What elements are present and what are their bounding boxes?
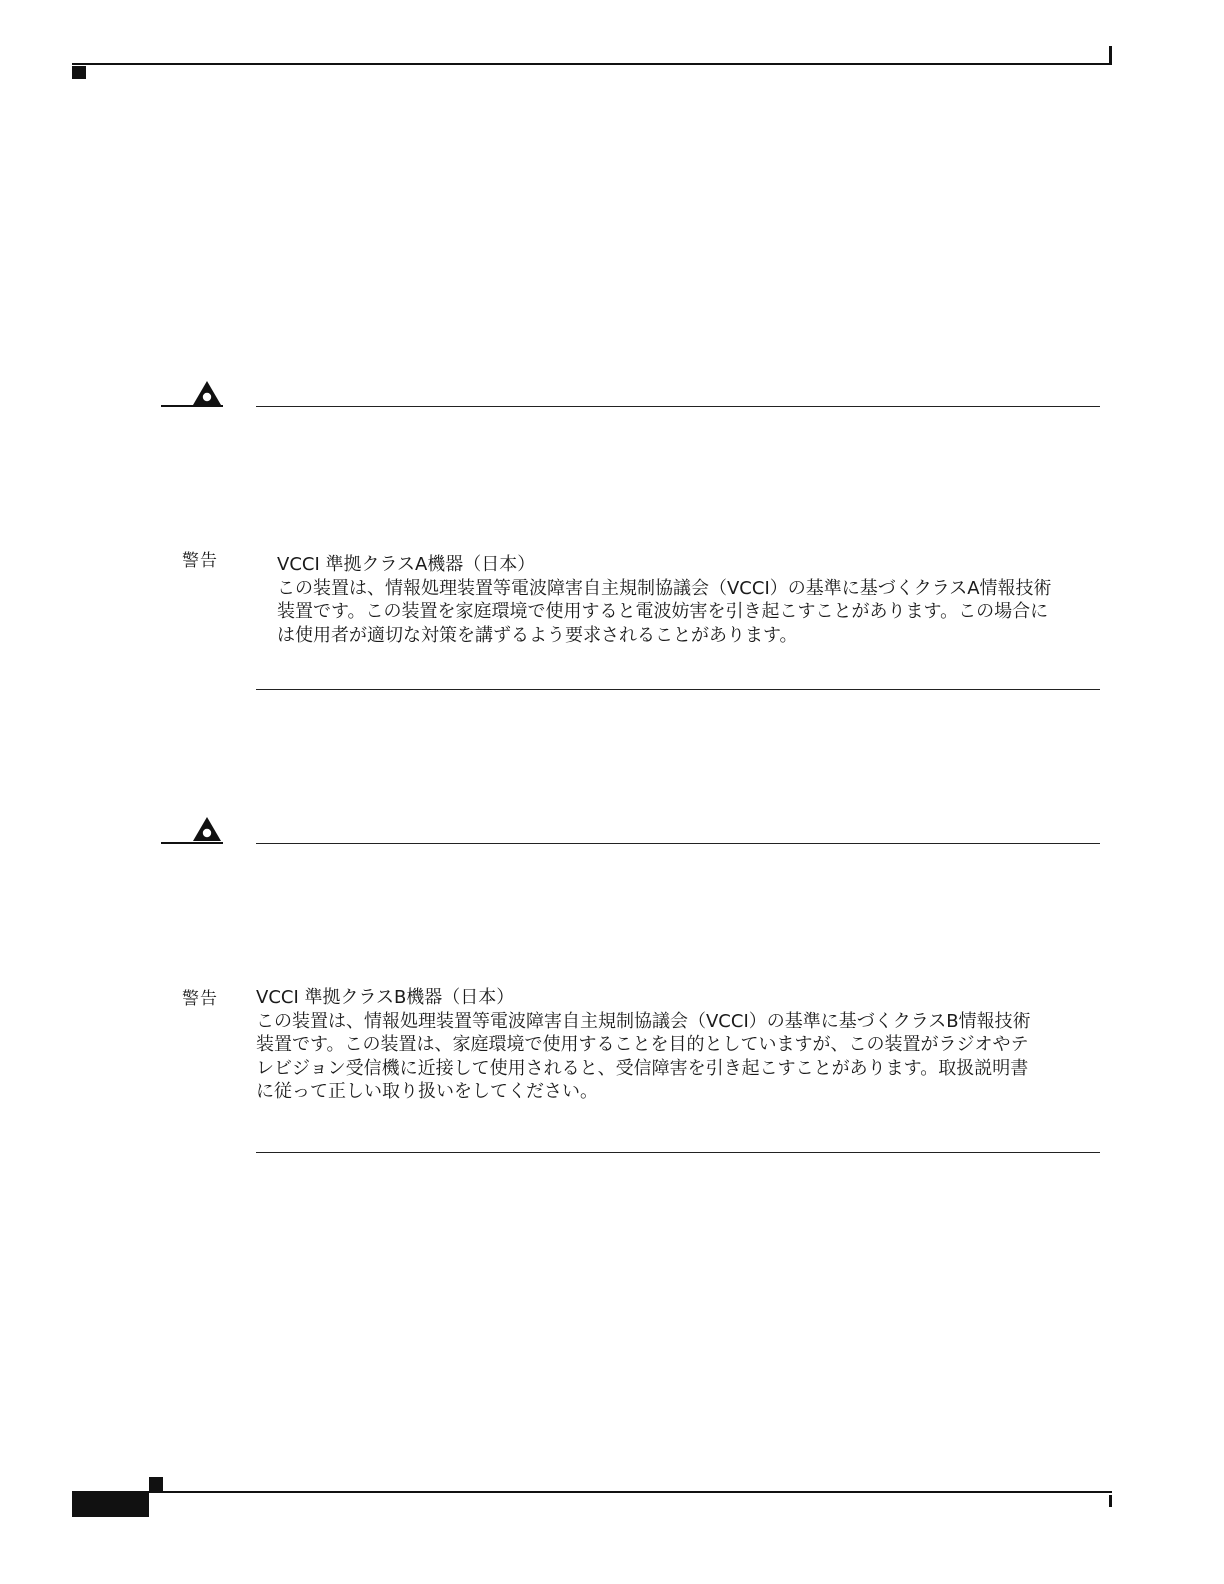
section-rule-bottom xyxy=(256,689,1100,690)
section-rule-top xyxy=(256,406,1100,407)
warning-line: は使用者が適切な対策を講ずるよう要求されることがあります。 xyxy=(277,624,798,646)
warning-label: 警告 xyxy=(182,989,218,1009)
warning-label: 警告 xyxy=(182,551,218,571)
warning-body-class-b xyxy=(256,986,1031,1104)
caution-triangle-icon xyxy=(192,816,222,842)
section-rule-bottom xyxy=(256,1152,1100,1153)
warning-line: 装置です。この装置は、家庭環境で使用することを目的としていますが、この装置がラジオやテ xyxy=(256,1034,1029,1055)
warning-line: 装置です。この装置を家庭環境で使用すると電波妨害を引き起こすことがあります。この場合に xyxy=(277,601,1049,622)
footer-rule xyxy=(72,1491,1112,1493)
warning-line: この装置は、情報処理装置等電波障害自主規制協議会（VCCI）の基準に基づくクラスB情報技術 xyxy=(256,1010,1031,1032)
warning-title: VCCI 準拠クラスA機器（日本） xyxy=(277,554,536,575)
footer-square-marker xyxy=(149,1477,163,1491)
footer-page-tab xyxy=(72,1493,149,1517)
caution-icon-rule xyxy=(161,842,223,844)
warning-body-class-a xyxy=(277,553,1052,647)
header-rule xyxy=(72,63,1112,65)
caution-triangle-icon xyxy=(192,380,222,406)
warning-title: VCCI 準拠クラスB機器（日本） xyxy=(256,987,515,1008)
warning-line: に従って正しい取り扱いをしてください。 xyxy=(256,1081,598,1102)
footer-tick-mark xyxy=(1109,1495,1112,1507)
header-square-marker xyxy=(72,66,86,79)
warning-line: この装置は、情報処理装置等電波障害自主規制協議会（VCCI）の基準に基づくクラスA情報技術 xyxy=(277,577,1052,599)
warning-line: レビジョン受信機に近接して使用されると、受信障害を引き起こすことがあります。取扱説明書 xyxy=(256,1057,1029,1079)
section-rule-top xyxy=(256,843,1100,844)
caution-icon-rule xyxy=(161,405,223,407)
